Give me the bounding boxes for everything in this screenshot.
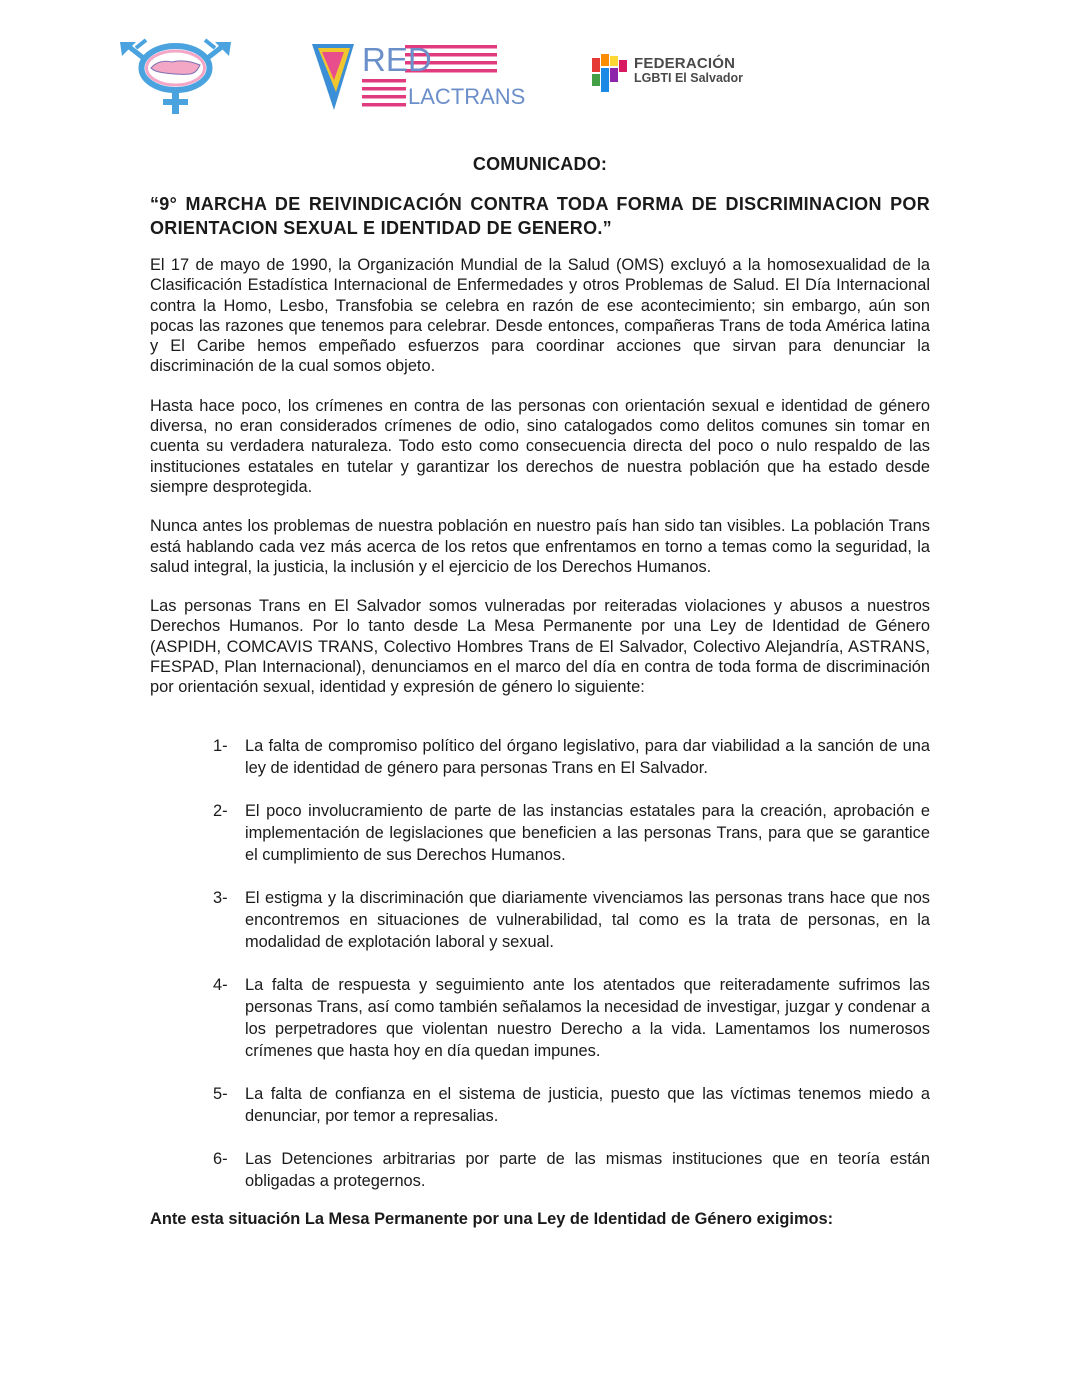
closing-statement: Ante esta situación La Mesa Permanente por una Ley de Identidad de Género exigimos: xyxy=(150,1209,834,1228)
list-item-text: La falta de respuesta y seguimiento ante los atentados que reiteradamente sufrimos las personas Trans, así como también señalamos la necesidad de investigar, juzgar y condenar a los perpetradores que violentan nuestro Derecho a la vida. Lamentamos los numerosos crímenes que hasta hoy en día quedan impunes. xyxy=(245,975,930,1060)
list-item-text: La falta de confianza en el sistema de justicia, puesto que las víctimas tenemos miedo a denunciar, por temor a represalias. xyxy=(245,1084,930,1125)
red-logo-text: RED xyxy=(362,41,432,78)
transgender-symbol-logo xyxy=(118,38,233,116)
paragraph: El 17 de mayo de 1990, la Organización Mundial de la Salud (OMS) excluyó a la homosexualidad de la Clasificación Estadística Internacional de Enfermedades y otros Problemas de Salud. El Día Internacional contra la Homo, Lesbo, Transfobia se celebra en razón de ese acontecimiento; sin embargo, aún son pocas las razones que tenemos para celebrar. Desde entonces, compañeras Trans de toda América latina y El Caribe hemos empeñado esfuerzos para coordinar acciones que sirvan para denunciar la discriminación de la cual somos objeto. xyxy=(150,256,930,376)
federacion-lgbti-logo xyxy=(590,52,755,94)
paragraph: Hasta hace poco, los crímenes en contra de las personas con orientación sexual e identidad de género diversa, no eran considerados crímenes de odio, sino catalogados como delitos comunes sin tomar en cuenta su verdadera naturaleza. Todo esto como consecuencia directa del poco o nulo respaldo de las instituciones estatales en tutelar y garantizar los derechos de nuestra población que ha estado desde siempre desprotegida. xyxy=(150,396,930,496)
document-subtitle: “9° MARCHA DE REIVINDICACIÓN CONTRA TODA FORMA DE DISCRIMINACION POR ORIENTACION SEXUAL E IDENTIDAD DE GENERO.” xyxy=(150,194,930,238)
red-lactrans-logo xyxy=(310,40,526,112)
list-item-number: 3- xyxy=(213,888,228,907)
list-item-number: 5- xyxy=(213,1084,228,1103)
list-item-text: Las Detenciones arbitrarias por parte de las mismas instituciones que en teoría están obligadas a protegernos. xyxy=(245,1149,930,1190)
lgbti-el-salvador-logo-text: LGBTI El Salvador xyxy=(634,71,744,85)
list-item xyxy=(150,1148,930,1192)
list-item-number: 4- xyxy=(213,975,228,994)
list-item-number: 1- xyxy=(213,736,228,755)
demands-list xyxy=(150,735,930,1192)
list-item xyxy=(150,887,930,953)
list-item-number: 2- xyxy=(213,801,228,820)
document-title: COMUNICADO: xyxy=(472,154,608,174)
list-item xyxy=(150,974,930,1062)
paragraph: Las personas Trans en El Salvador somos vulneradas por reiteradas violaciones y abusos a nuestros Derechos Humanos. Por lo tanto desde La Mesa Permanente por una Ley de Identidad de Género (ASPIDH, COMCAVIS TRANS, Colectivo Hombres Trans de El Salvador, Colectivo Alejandría, ASTRANS, FESPAD, Plan Internacional), denunciamos en el marco del día en contra de toda forma de discriminación por orientación sexual, identidad y expresión de género lo siguiente: xyxy=(150,597,930,697)
list-item-text: El poco involucramiento de parte de las instancias estatales para la creación, aprobación e implementación de legislaciones que beneficien a las personas Trans, para que se garantice el cumplimiento de sus Derechos Humanos. xyxy=(245,801,930,864)
list-item-number: 6- xyxy=(213,1149,228,1168)
list-item xyxy=(150,1083,930,1127)
federacion-logo-text: FEDERACIÓN xyxy=(634,55,736,72)
list-item-text: El estigma y la discriminación que diariamente vivenciamos las personas trans hace que nos encontremos en situaciones de vulnerabilidad, tal como es la trata de personas, en la modalidad de explotación laboral y sexual. xyxy=(245,888,930,951)
document-body xyxy=(150,154,930,1229)
paragraph: Nunca antes los problemas de nuestra población en nuestro país han sido tan visibles. La población Trans está hablando cada vez más acerca de los retos que enfrentamos en torno a temas como la seguridad, la salud integral, la justicia, la inclusión y el ejercicio de los Derechos Humanos. xyxy=(150,517,930,576)
lactrans-logo-text: LACTRANS xyxy=(408,84,526,109)
list-item-text: La falta de compromiso político del órgano legislativo, para dar viabilidad a la sanción de una ley de identidad de género para personas Trans en El Salvador. xyxy=(245,736,930,777)
list-item xyxy=(150,735,930,779)
list-item xyxy=(150,800,930,866)
